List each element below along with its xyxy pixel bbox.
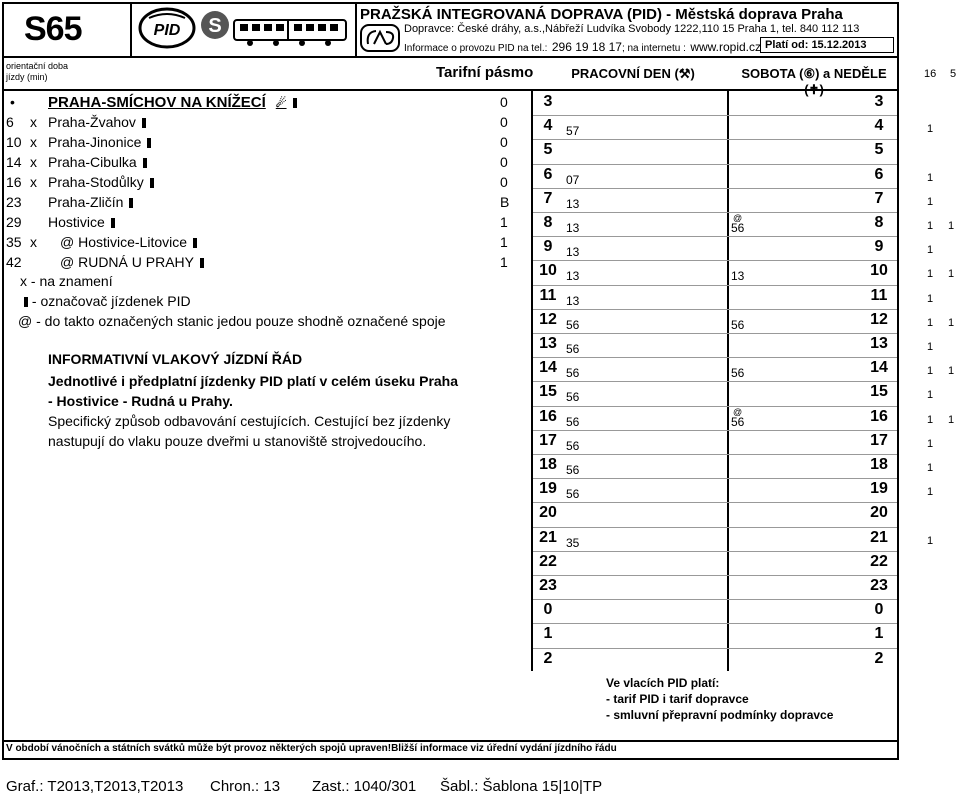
stop-name-wrap — [60, 254, 204, 270]
weekend-hour: 19 — [870, 480, 888, 497]
weekend-hour: 21 — [870, 529, 888, 546]
stop-name: Praha-Stodůlky — [48, 174, 144, 190]
validator-bar-icon — [129, 198, 133, 208]
legend-row-1 — [20, 273, 113, 289]
weekend-hour: 22 — [870, 553, 888, 570]
time-label-2: jízdy (min) — [6, 72, 48, 82]
svg-text:PID: PID — [153, 22, 181, 39]
validator-bar-icon — [143, 158, 147, 168]
trip-count: 1 — [948, 220, 955, 232]
weekday-hour: 2 — [543, 650, 553, 667]
stop-time: 10 — [6, 134, 22, 150]
weekend-hour: 3 — [874, 93, 884, 110]
stop-name-wrap — [48, 154, 147, 170]
hour-row-divider — [533, 478, 897, 479]
legend-symbol: @ - — [18, 313, 41, 329]
stop-time: 6 — [6, 114, 14, 130]
stop-time: 29 — [6, 214, 22, 230]
weekday-minute: 56 — [566, 390, 580, 404]
stop-request-mark: x — [30, 174, 37, 190]
validator-bar-icon — [147, 138, 151, 148]
info-bold-2: - Hostivice - Rudná u Prahy. — [48, 393, 233, 409]
svg-text:S: S — [208, 15, 222, 37]
trip-count: 1 — [927, 365, 934, 377]
weekend-hour: 8 — [874, 214, 884, 231]
stop-row — [4, 114, 524, 134]
stop-time: 23 — [6, 194, 22, 210]
trip-count: 1 — [927, 220, 934, 232]
legend-text: označovač jízdenek PID — [40, 293, 191, 309]
weekday-hour: 23 — [539, 577, 557, 594]
validator-bar-icon — [24, 297, 28, 307]
footer-note-divider — [2, 740, 897, 742]
stop-name: @ Hostivice-Litovice — [60, 234, 188, 250]
weekday-col-label: PRACOVNÍ DEN (⚒) — [571, 66, 695, 81]
at-marker-icon: @ — [733, 213, 743, 223]
stop-zone: 0 — [500, 174, 508, 190]
stop-zone: 0 — [500, 134, 508, 150]
info-text-2: nastupují do vlaku pouze dveřmi u stanoviště strojvedoucího. — [48, 433, 427, 449]
legend-symbol: - — [31, 293, 37, 309]
weekday-hour: 6 — [543, 166, 553, 183]
hour-row-divider — [533, 115, 897, 116]
weekend-hour: 12 — [870, 311, 888, 328]
weekend-minute: 56 — [731, 221, 745, 235]
weekend-hour: 2 — [874, 650, 884, 667]
weekend-hour: 13 — [870, 335, 888, 352]
hour-row-divider — [533, 575, 897, 576]
stop-row — [4, 254, 524, 274]
weekday-minute: 56 — [566, 366, 580, 380]
hour-row-divider — [533, 164, 897, 165]
weekday-minute: 56 — [566, 342, 580, 356]
hour-row-divider — [533, 527, 897, 528]
hour-row-divider — [533, 502, 897, 503]
weekday-minute: 35 — [566, 536, 580, 550]
info-text-1: Specifický způsob odbavování cestujících. Cestující bez jízdenky — [48, 413, 451, 429]
stop-request-mark: x — [30, 134, 37, 150]
trip-count: 1 — [927, 438, 934, 450]
hour-row-divider — [533, 309, 897, 310]
legend-row-2 — [24, 293, 191, 309]
cd-logo — [360, 24, 400, 57]
stop-name: Praha-Jinonice — [48, 134, 142, 150]
stop-request-mark: x — [30, 234, 37, 250]
weekday-hour: 21 — [539, 529, 557, 546]
validator-bar-icon — [193, 238, 197, 248]
stop-name-wrap — [60, 234, 197, 250]
trip-count: 1 — [948, 365, 955, 377]
stop-zone: 0 — [500, 154, 508, 170]
footer-sabl: Šabl.: Šablona 15|10|TP — [440, 778, 603, 795]
trip-count: 1 — [927, 244, 934, 256]
stop-row — [4, 154, 524, 174]
weekday-hour: 15 — [539, 383, 557, 400]
company-title: PRAŽSKÁ INTEGROVANÁ DOPRAVA (PID) - Městská doprava Praha — [360, 6, 843, 23]
hour-row-divider — [533, 285, 897, 286]
weekend-hour: 20 — [870, 504, 888, 521]
weekday-minute: 13 — [566, 197, 580, 211]
operator-info: Dopravce: České dráhy, a.s.,Nábřeží Ludvíka Svobody 1222,110 15 Praha 1, tel. 840 112 113 — [404, 23, 860, 35]
weekend-hour: 17 — [870, 432, 888, 449]
trip-count: 1 — [948, 414, 955, 426]
stop-name: PRAHA-SMÍCHOV NA KNÍŽECÍ — [48, 94, 266, 111]
stop-name-wrap — [48, 214, 115, 230]
trip-count: 1 — [927, 317, 934, 329]
trip-count: 1 — [927, 535, 934, 547]
stop-name: Hostivice — [48, 214, 105, 230]
stop-time: • — [10, 94, 15, 110]
line-number: S65 — [24, 10, 82, 48]
stop-zone: B — [500, 194, 510, 210]
header-sep-1 — [130, 2, 132, 56]
validity-title: Ve vlacích PID platí: — [606, 676, 720, 690]
stop-name: @ RUDNÁ U PRAHY — [60, 254, 195, 270]
weekday-right-rule — [727, 89, 729, 671]
stop-name-wrap — [48, 194, 133, 210]
hour-row-divider — [533, 260, 897, 261]
trip-count: 1 — [927, 389, 934, 401]
weekday-hour: 8 — [543, 214, 553, 231]
stop-name-wrap — [48, 94, 297, 111]
stop-row — [4, 174, 524, 194]
legend-symbol: x - — [20, 273, 36, 289]
hour-row-divider — [533, 236, 897, 237]
trip-count: 1 — [927, 172, 934, 184]
weekend-hour: 6 — [874, 166, 884, 183]
stop-name-wrap — [48, 174, 154, 190]
footer-graf: Graf.: T2013,T2013,T2013 — [6, 778, 184, 795]
weekday-hour: 20 — [539, 504, 557, 521]
hour-row-divider — [533, 212, 897, 213]
info-title: INFORMATIVNÍ VLAKOVÝ JÍZDNÍ ŘÁD — [48, 351, 303, 367]
stop-row — [4, 234, 524, 254]
stop-name: Praha-Zličín — [48, 194, 124, 210]
weekday-hour: 13 — [539, 335, 557, 352]
stop-name-wrap — [48, 134, 151, 150]
hour-row-divider — [533, 430, 897, 431]
count-col-2: 5 — [950, 68, 957, 80]
stop-request-mark: x — [30, 114, 37, 130]
weekend-hour: 18 — [870, 456, 888, 473]
weekday-hour: 14 — [539, 359, 557, 376]
weekday-minute: 13 — [566, 294, 580, 308]
info-bold-1: Jednotlivé i předplatní jízdenky PID platí v celém úseku Praha — [48, 373, 459, 389]
weekday-hour: 10 — [539, 262, 557, 279]
stop-time: 16 — [6, 174, 22, 190]
weekend-hour: 9 — [874, 238, 884, 255]
stop-time: 35 — [6, 234, 22, 250]
hour-row-divider — [533, 139, 897, 140]
trip-count: 1 — [948, 317, 955, 329]
hour-row-divider — [533, 188, 897, 189]
trip-count: 1 — [927, 123, 934, 135]
zone-col-label: Tarifní pásmo — [436, 64, 534, 81]
stop-row — [4, 214, 524, 234]
weekend-minute: 13 — [731, 269, 745, 283]
weekday-hour: 5 — [543, 141, 553, 158]
validity-line-1: - tarif PID i tarif dopravce — [606, 692, 749, 706]
weekend-minute: 56 — [731, 318, 745, 332]
weekday-hour: 0 — [543, 601, 553, 618]
weekday-minute: 57 — [566, 124, 580, 138]
weekend-hour: 16 — [870, 408, 888, 425]
weekday-hour: 12 — [539, 311, 557, 328]
hour-row-divider — [533, 381, 897, 382]
weekday-minute: 13 — [566, 269, 580, 283]
info-web-link[interactable]: www.ropid.cz — [690, 40, 762, 54]
stop-time: 14 — [6, 154, 22, 170]
hour-row-divider — [533, 454, 897, 455]
trip-count: 1 — [948, 268, 955, 280]
validator-bar-icon — [150, 178, 154, 188]
stop-zone: 0 — [500, 114, 508, 130]
weekday-hour: 9 — [543, 238, 553, 255]
weekend-hour: 15 — [870, 383, 888, 400]
weekend-hour: 23 — [870, 577, 888, 594]
stop-time: 42 — [6, 254, 22, 270]
hour-row-divider — [533, 648, 897, 649]
validator-bar-icon — [200, 258, 204, 268]
header-sep-2 — [355, 2, 357, 56]
trip-count: 1 — [927, 293, 934, 305]
time-label-1: orientační doba — [6, 61, 69, 71]
weekday-minute: 13 — [566, 221, 580, 235]
weekday-hour: 7 — [543, 190, 553, 207]
at-marker-icon: @ — [733, 407, 743, 417]
stop-zone: 0 — [500, 94, 508, 110]
weekday-hour: 22 — [539, 553, 557, 570]
stop-zone: 1 — [500, 234, 508, 250]
train-symbol-icon: ☄ — [275, 96, 287, 110]
weekend-hour: 1 — [874, 625, 884, 642]
hour-row-divider — [533, 551, 897, 552]
stop-request-mark: x — [30, 154, 37, 170]
trip-count: 1 — [927, 462, 934, 474]
footer-zast: Zast.: 1040/301 — [312, 778, 417, 795]
count-col-1: 16 — [924, 68, 937, 80]
stop-name: Praha-Cibulka — [48, 154, 137, 170]
header-divider — [2, 56, 897, 58]
weekday-hour: 3 — [543, 93, 553, 110]
valid-from-box: Platí od: 15.12.2013 — [760, 37, 894, 53]
footer-chron: Chron.: 13 — [210, 778, 281, 795]
weekend-hour: 0 — [874, 601, 884, 618]
stop-zone: 1 — [500, 254, 508, 270]
hour-row-divider — [533, 623, 897, 624]
train-icon — [232, 14, 350, 53]
weekend-hour: 4 — [874, 117, 884, 134]
hour-row-divider — [533, 599, 897, 600]
weekend-hour: 11 — [870, 287, 888, 304]
info-line — [404, 38, 761, 56]
weekday-minute: 56 — [566, 318, 580, 332]
weekday-hour: 18 — [539, 456, 557, 473]
weekday-minute: 56 — [566, 463, 580, 477]
legend-text: na znamení — [39, 273, 113, 289]
s-train-logo — [200, 10, 230, 45]
stop-row — [4, 94, 524, 114]
weekend-hour: 14 — [870, 359, 888, 376]
weekday-hour: 16 — [539, 408, 557, 425]
weekday-minute: 56 — [566, 439, 580, 453]
trip-count: 1 — [927, 268, 934, 280]
holiday-note: V období vánočních a státních svátků může být provoz některých spojů upraven!Bližší informace viz úřední vydání jízdního řádu — [6, 743, 617, 754]
trip-count: 1 — [927, 341, 934, 353]
stop-row — [4, 134, 524, 154]
weekend-hour: 7 — [874, 190, 884, 207]
trip-count: 1 — [927, 196, 934, 208]
weekend-hour: 10 — [870, 262, 888, 279]
hour-row-divider — [533, 406, 897, 407]
stop-name-wrap — [48, 114, 146, 130]
validator-bar-icon — [293, 98, 297, 108]
legend-row-3 — [18, 313, 446, 329]
validator-bar-icon — [111, 218, 115, 228]
hour-row-divider — [533, 357, 897, 358]
weekday-hour: 19 — [539, 480, 557, 497]
weekday-hour: 4 — [543, 117, 553, 134]
weekday-hour: 11 — [539, 287, 557, 304]
weekday-minute: 13 — [566, 245, 580, 259]
weekend-hour: 5 — [874, 141, 884, 158]
stop-zone: 1 — [500, 214, 508, 230]
weekday-hour: 1 — [543, 625, 553, 642]
validity-line-2: - smluvní přepravní podmínky dopravce — [606, 708, 834, 722]
info-prefix: Informace o provozu PID na tel.: — [404, 43, 548, 54]
weekday-minute: 56 — [566, 487, 580, 501]
pid-logo — [137, 6, 197, 55]
trip-count: 1 — [927, 486, 934, 498]
weekend-minute: 56 — [731, 366, 745, 380]
hour-row-divider — [533, 333, 897, 334]
legend-text: do takto označených stanic jedou pouze shodně označené spoje — [44, 313, 446, 329]
weekend-minute: 56 — [731, 415, 745, 429]
weekday-minute: 07 — [566, 173, 580, 187]
weekday-hour: 17 — [539, 432, 557, 449]
info-mid: ; na internetu : — [621, 43, 686, 54]
validator-bar-icon — [142, 118, 146, 128]
stop-name: Praha-Žvahov — [48, 114, 136, 130]
trip-count: 1 — [927, 414, 934, 426]
info-phone: 296 19 18 17 — [551, 40, 622, 54]
stop-row — [4, 194, 524, 214]
weekend-col-label: SOBOTA (⑥) a NEDĚLE (✝) — [741, 66, 887, 97]
weekday-minute: 56 — [566, 415, 580, 429]
